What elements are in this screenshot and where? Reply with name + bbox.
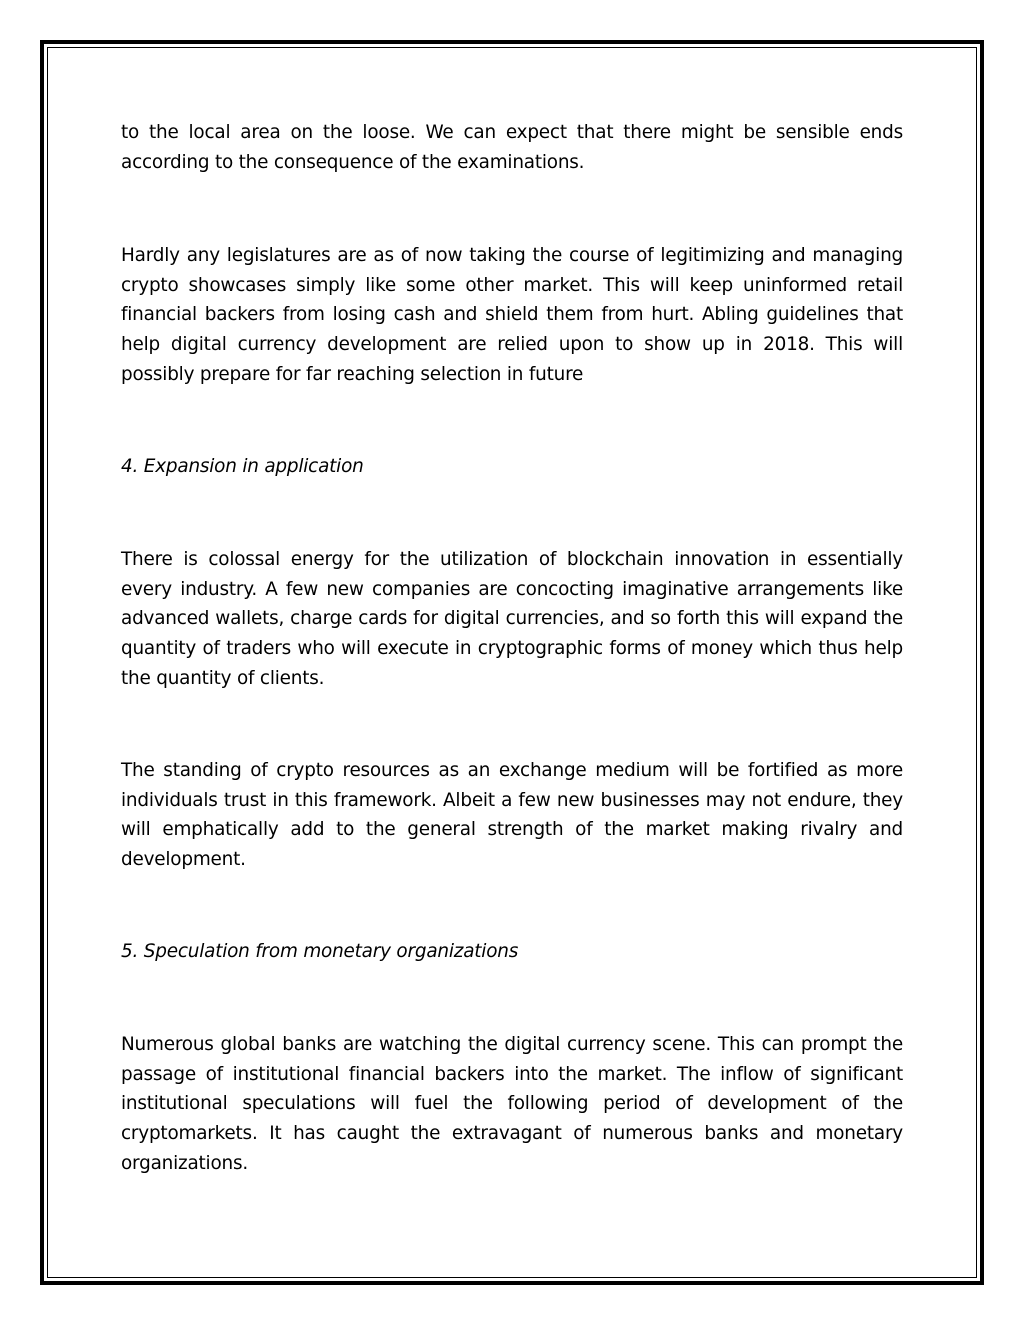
heading-expansion-in-application: 4. Expansion in application [121,456,364,477]
paragraph-crypto-standing: The standing of crypto resources as an exchange medium will be fortified as more individuals trust in this framework. Albeit a few new businesses may not endure, they will emphatically add to the general strength of the market making rivalry and development. [121,760,903,871]
heading-speculation-monetary-organizations: 5. Speculation from monetary organizations [121,941,519,962]
paragraph-legislatures: Hardly any legislatures are as of now taking the course of legitimizing and managing crypto showcases simply like some other market. This will keep uninformed retail financial backers from losing cash and shield them from hurt. Abling guidelines that help digital currency development are relied upon to show up in 2018. This will possibly prepare for far reaching selection in future [121,245,903,385]
paragraph-local-area: to the local area on the loose. We can expect that there might be sensible ends according to the consequence of the examinations. [121,122,903,173]
paragraph-blockchain-energy: There is colossal energy for the utilization of blockchain innovation in essentially every industry. A few new companies are concocting imaginative arrangements like advanced wallets, charge cards for digital currencies, and so forth this will expand the quantity of traders who will execute in cryptographic forms of money which thus help the quantity of clients. [121,549,903,689]
paragraph-global-banks: Numerous global banks are watching the digital currency scene. This can prompt the passage of institutional financial backers into the market. The inflow of significant institutional speculations will fuel the following period of development of the cryptomarkets. It has caught the extravagant of numerous banks and monetary organizations. [121,1034,903,1174]
